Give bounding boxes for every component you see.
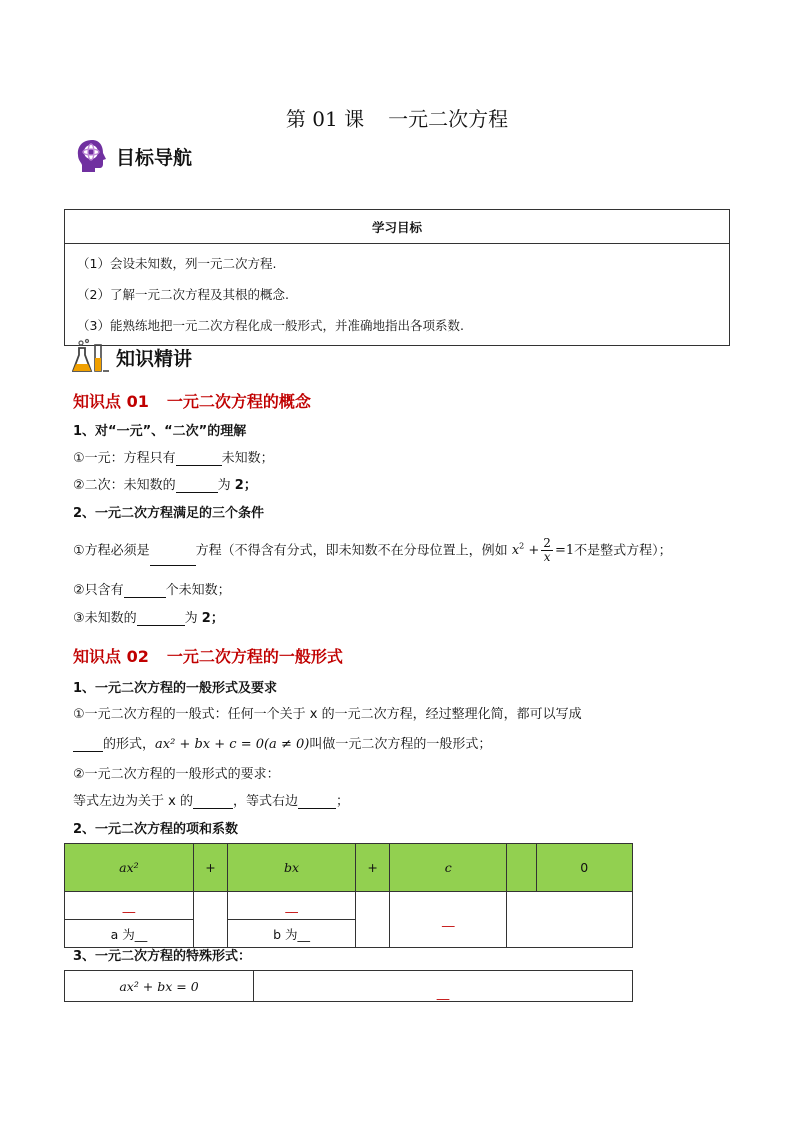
knowledge-title: 知识精讲	[116, 347, 193, 370]
math-plus: +	[528, 543, 540, 559]
fill-blank[interactable]	[137, 611, 185, 626]
kp1-l2-text-b: 为	[217, 478, 235, 493]
kp1-line-1	[73, 447, 274, 466]
fraction-denominator: x	[543, 550, 551, 565]
quadratic-coefficient: a 为__	[65, 920, 194, 948]
kp1-condition-2	[73, 579, 231, 598]
kp1-c3-text-b: 为	[184, 611, 202, 626]
goals-header: 学习目标	[65, 210, 730, 244]
kp1-l1-text-b: 未知数；	[221, 451, 274, 466]
fill-blank[interactable]	[150, 551, 196, 566]
kp2-line-3: ②一元二次方程的一般形式的要求：	[73, 767, 280, 782]
term-ax2: ax²	[65, 844, 194, 892]
kp2-l4-text: 等式左边为关于 x 的	[73, 794, 193, 809]
goal-nav-heading	[74, 137, 192, 175]
kp1-line-2	[73, 474, 257, 493]
special-form-expression: ax² + bx = 0	[65, 971, 254, 1002]
kp1-subheading-2: 2、一元二次方程满足的三个条件	[73, 506, 265, 521]
kp1-condition-1	[73, 532, 672, 566]
kp2-l2-text: 的形式，	[103, 737, 156, 752]
goal-item: （1）会设未知数，列一元二次方程.	[77, 256, 277, 271]
knowledge-heading	[72, 338, 192, 376]
fill-blank[interactable]	[193, 794, 233, 809]
kp2-number: 知识点 02	[73, 647, 149, 666]
kp1-l1-text: ①一元：方程只有	[73, 451, 176, 466]
linear-term-blank[interactable]: __	[228, 892, 356, 920]
terms-row-1	[65, 892, 633, 920]
kp1-l2-degree: 2；	[234, 478, 257, 493]
kp2-line-4	[73, 790, 349, 809]
knowledge-point-2-title	[73, 644, 343, 667]
term-plus: +	[193, 844, 227, 892]
fill-blank[interactable]	[176, 478, 218, 493]
kp1-c1-text-c: 不是整式方程）；	[574, 543, 672, 559]
term-bx: bx	[228, 844, 356, 892]
general-form-expression: ax² + bx + c = 0(a ≠ 0)	[155, 737, 310, 752]
kp1-c1-text-b: 方程（不得含有分式，即未知数不在分母位置上，例如	[195, 543, 508, 559]
goals-body	[65, 244, 730, 346]
term-zero: 0	[536, 844, 633, 892]
kp2-l2-text-b: 叫做一元二次方程的一般形式；	[309, 737, 492, 752]
lesson-name: 一元二次方程	[388, 107, 509, 131]
page-title	[0, 103, 794, 132]
knowledge-point-1-title	[73, 389, 311, 412]
example-expression: $x^2$ + $\frac{2}{x}$ =1	[511, 536, 575, 565]
kp2-line-2	[73, 733, 491, 752]
fill-blank[interactable]	[73, 737, 103, 752]
kp1-c1-text: ①方程必须是	[73, 543, 150, 559]
kp2-l4-text-c: ；	[335, 794, 349, 809]
goal-item: （3）能熟练地把一元二次方程化成一般形式，并准确地指出各项系数.	[77, 318, 464, 333]
math-x: x	[511, 543, 520, 559]
kp2-subheading-1: 1、一元二次方程的一般形式及要求	[73, 681, 278, 696]
fraction-numerator: 2	[543, 536, 551, 551]
empty-cell	[193, 892, 227, 948]
kp1-condition-3	[73, 607, 224, 626]
kp1-c3-degree: 2；	[201, 611, 224, 626]
kp2-l4-text-b: ，等式右边	[232, 794, 298, 809]
constant-term-blank[interactable]: __	[390, 892, 507, 948]
kp2-subheading-3: 3、一元二次方程的特殊形式：	[73, 949, 252, 964]
kp2-title-text: 一元二次方程的一般形式	[166, 647, 343, 666]
kp1-subheading-1: 1、对“一元”、“二次”的理解	[73, 424, 247, 439]
goal-item: （2）了解一元二次方程及其根的概念.	[77, 287, 289, 302]
kp1-title-text: 一元二次方程的概念	[166, 392, 311, 411]
kp1-number: 知识点 01	[73, 392, 149, 411]
quadratic-term-blank[interactable]: __	[65, 892, 194, 920]
empty-cell	[507, 892, 633, 948]
fill-blank[interactable]	[124, 583, 166, 598]
brain-head-icon	[74, 137, 110, 175]
special-form-table	[64, 970, 633, 1002]
kp1-c2-text-b: 个未知数；	[165, 583, 231, 598]
term-c: c	[390, 844, 507, 892]
special-form-blank[interactable]: __	[254, 971, 633, 1002]
fill-blank[interactable]	[298, 794, 336, 809]
kp1-c2-text: ②只含有	[73, 583, 124, 598]
flask-icon	[72, 338, 110, 376]
goal-nav-title: 目标导航	[116, 146, 193, 169]
term-equals	[507, 844, 536, 892]
math-equals: =1	[554, 543, 575, 559]
kp2-line-1: ①一元二次方程的一般式：任何一个关于 x 的一元二次方程，经过整理化简，都可以写成	[73, 707, 582, 722]
empty-cell	[355, 892, 389, 948]
learning-goals-table	[64, 209, 730, 346]
terms-coefficients-table	[64, 843, 633, 948]
kp1-c3-text: ③未知数的	[73, 611, 137, 626]
kp2-subheading-2: 2、一元二次方程的项和系数	[73, 822, 239, 837]
kp1-l2-text: ②二次：未知数的	[73, 478, 176, 493]
term-plus: +	[355, 844, 389, 892]
terms-header-row	[65, 844, 633, 892]
fraction	[541, 537, 553, 564]
linear-coefficient: b 为__	[228, 920, 356, 948]
fill-blank[interactable]	[176, 451, 222, 466]
lesson-number: 第 01 课	[285, 107, 365, 131]
